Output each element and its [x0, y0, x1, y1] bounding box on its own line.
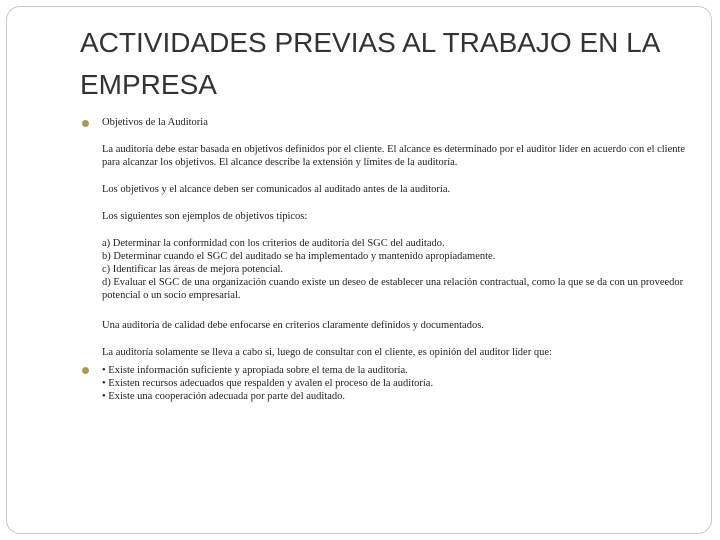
- example-item: a) Determinar la conformidad con los criterios de auditoría del SGC del auditado.: [102, 238, 445, 249]
- bullet-icon: [82, 120, 89, 127]
- paragraph-examples-intro: Los siguientes son ejemplos de objetivos típicos:: [102, 211, 308, 222]
- bullet-heading: Objetivos de la Auditoria: [102, 117, 208, 128]
- slide-title: ACTIVIDADES PREVIAS AL TRABAJO EN LA EMPRESA: [80, 27, 659, 100]
- condition-item: • Existen recursos adecuados que respalden y avalen el proceso de la auditoría.: [102, 378, 434, 389]
- example-item: d) Evaluar el SGC de una organización cuando existe un deseo de establecer una relación contractual, como la que se da con un proveedor potencial o un socio empresarial.: [102, 277, 684, 301]
- bullet-icon: [82, 367, 89, 374]
- paragraph-audit-conditions: La auditoría solamente se lleva a cabo si, luego de consultar con el cliente, es opinión del auditor líder que:: [102, 347, 552, 358]
- examples-list: [102, 237, 687, 302]
- example-item: b) Determinar cuando el SGC del auditado se ha implementado y mantenido apropiadamente.: [102, 251, 496, 262]
- example-item: c) Identificar las áreas de mejora potencial.: [102, 264, 284, 275]
- condition-item: • Existe una cooperación adecuada por parte del auditado.: [102, 391, 346, 402]
- paragraph-scope: La auditoría debe estar basada en objetivos definidos por el cliente. El alcance es determinado por el auditor líder en acuerdo con el cliente para alcanzar los objetivos. El alcance describe la extensión y límites de la auditoría.: [102, 144, 686, 168]
- paragraph-quality-focus: Una auditoría de calidad debe enfocarse en criterios claramente definidos y documentados.: [102, 320, 484, 331]
- conditions-list: [102, 364, 687, 403]
- paragraph-communication: Los objetivos y el alcance deben ser comunicados al auditado antes de la auditoría.: [102, 184, 451, 195]
- condition-item: • Existe información suficiente y apropiada sobre el tema de la auditoría.: [102, 365, 408, 376]
